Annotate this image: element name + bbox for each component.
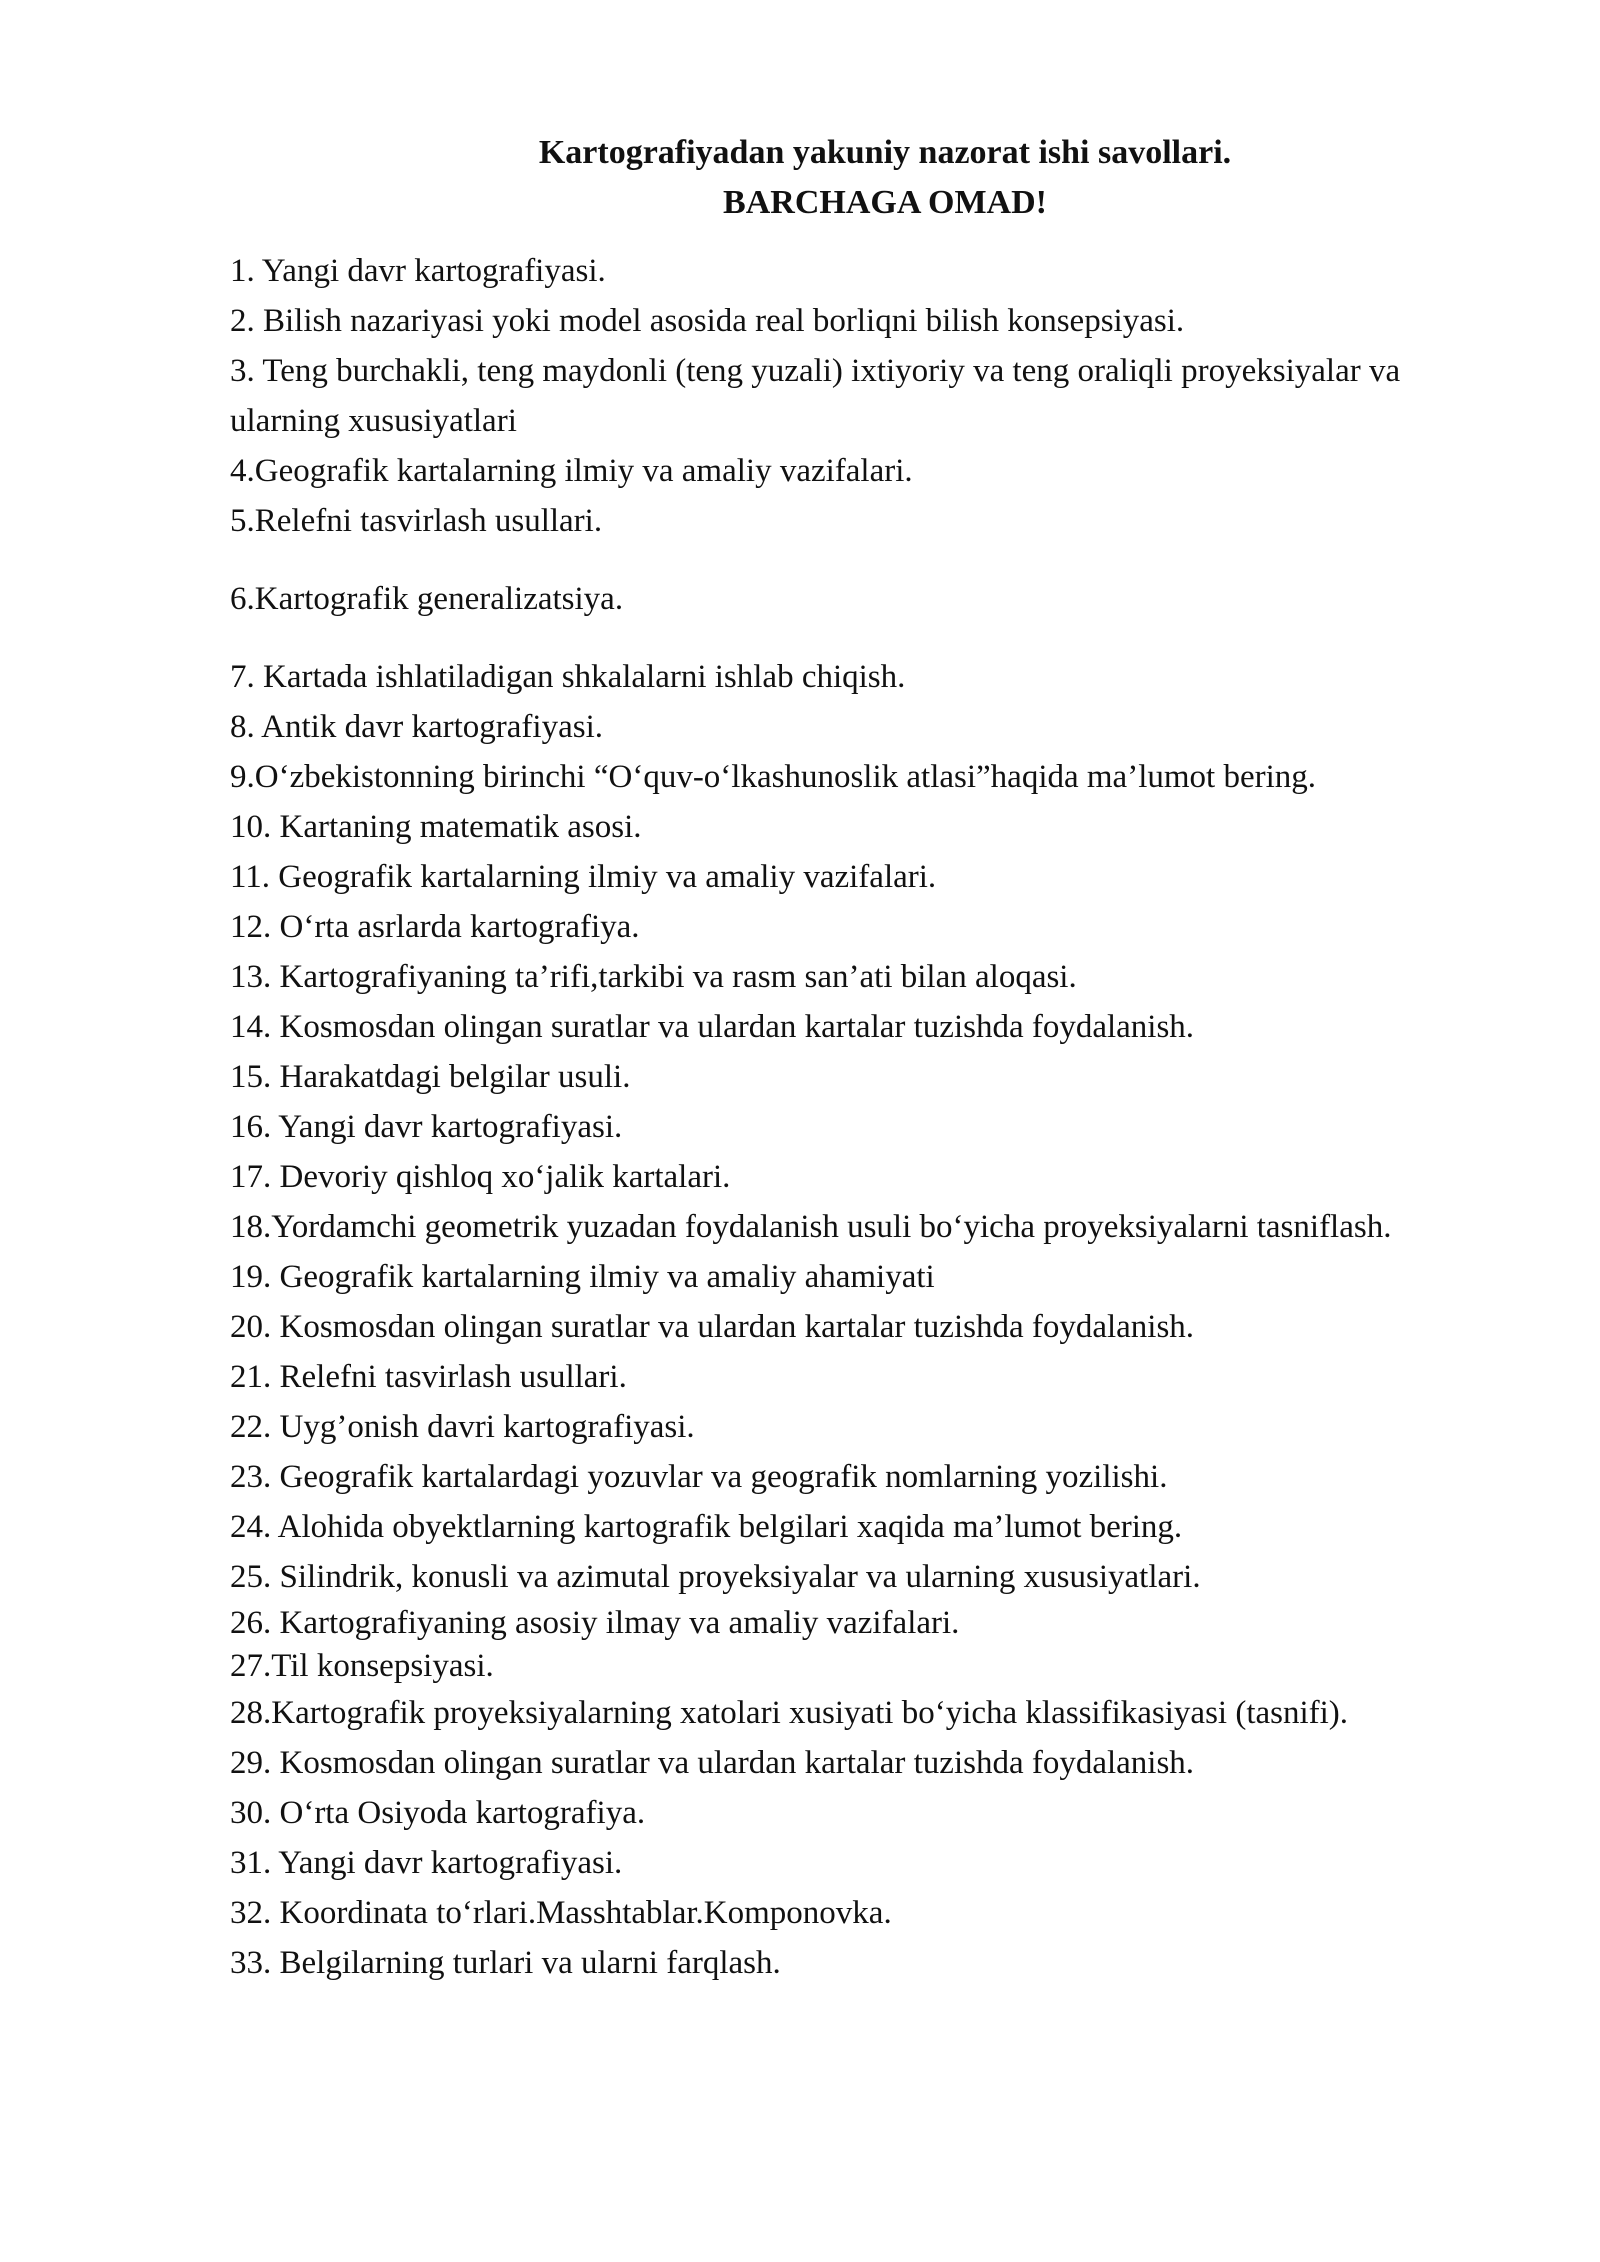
question-item: 4.Geografik kartalarning ilmiy va amaliy vazifalari. bbox=[230, 453, 913, 489]
question-item: 32. Koordinata to‘rlari.Masshtablar.Komponovka. bbox=[230, 1895, 892, 1931]
question-item: 31. Yangi davr kartografiyasi. bbox=[230, 1845, 623, 1881]
question-item: 10. Kartaning matematik asosi. bbox=[230, 809, 642, 845]
question-item: 12. O‘rta asrlarda kartografiya. bbox=[230, 909, 640, 945]
question-item: 16. Yangi davr kartografiyasi. bbox=[230, 1109, 623, 1145]
question-item: 5.Relefni tasvirlash usullari. bbox=[230, 503, 603, 539]
document-page bbox=[230, 128, 1495, 1988]
question-item: 24. Alohida obyektlarning kartografik belgilari xaqida ma’lumot bering. bbox=[230, 1509, 1183, 1545]
question-item: 1. Yangi davr kartografiyasi. bbox=[230, 253, 606, 289]
question-item: 19. Geografik kartalarning ilmiy va amaliy ahamiyati bbox=[230, 1259, 935, 1295]
question-item: 15. Harakatdagi belgilar usuli. bbox=[230, 1059, 631, 1095]
question-item: 25. Silindrik, konusli va azimutal proyeksiyalar va ularning xususiyatlari. bbox=[230, 1559, 1201, 1595]
question-item: 7. Kartada ishlatiladigan shkalalarni ishlab chiqish. bbox=[230, 659, 906, 695]
question-item: 23. Geografik kartalardagi yozuvlar va geografik nomlarning yozilishi. bbox=[230, 1459, 1168, 1495]
question-item: 14. Kosmosdan olingan suratlar va ulardan kartalar tuzishda foydalanish. bbox=[230, 1009, 1195, 1045]
question-item: 20. Kosmosdan olingan suratlar va ulardan kartalar tuzishda foydalanish. bbox=[230, 1309, 1195, 1345]
question-item: 27.Til konsepsiyasi. bbox=[230, 1648, 494, 1684]
question-item: 8. Antik davr kartografiyasi. bbox=[230, 709, 603, 745]
question-item: 11. Geografik kartalarning ilmiy va amaliy vazifalari. bbox=[230, 859, 937, 895]
question-item: 3. Teng burchakli, teng maydonli (teng yuzali) ixtiyoriy va teng oraliqli proyeksiyalar va ularning xususiyatlari bbox=[230, 353, 1401, 439]
question-item: 9.O‘zbekistonning birinchi “O‘quv-o‘lkashunoslik atlasi”haqida ma’lumot bering. bbox=[230, 759, 1317, 795]
question-item: 33. Belgilarning turlari va ularni farqlash. bbox=[230, 1945, 781, 1981]
question-item: 26. Kartografiyaning asosiy ilmay va amaliy vazifalari. bbox=[230, 1605, 960, 1641]
question-item: 21. Relefni tasvirlash usullari. bbox=[230, 1359, 627, 1395]
question-item: 6.Kartografik generalizatsiya. bbox=[230, 581, 624, 617]
question-item: 13. Kartografiyaning ta’rifi,tarkibi va rasm san’ati bilan aloqasi. bbox=[230, 959, 1077, 995]
question-item: 22. Uyg’onish davri kartografiyasi. bbox=[230, 1409, 695, 1445]
document-subtitle: BARCHAGA OMAD! bbox=[723, 184, 1047, 221]
question-item: 17. Devoriy qishloq xo‘jalik kartalari. bbox=[230, 1159, 731, 1195]
question-item: 2. Bilish nazariyasi yoki model asosida real borliqni bilish konsepsiyasi. bbox=[230, 303, 1185, 339]
document-title: Kartografiyadan yakuniy nazorat ishi savollari. bbox=[538, 134, 1232, 171]
question-list bbox=[230, 246, 1495, 1988]
question-item: 18.Yordamchi geometrik yuzadan foydalanish usuli bo‘yicha proyeksiyalarni tasniflash. bbox=[230, 1209, 1392, 1245]
question-item: 29. Kosmosdan olingan suratlar va ulardan kartalar tuzishda foydalanish. bbox=[230, 1745, 1195, 1781]
question-item: 30. O‘rta Osiyoda kartografiya. bbox=[230, 1795, 646, 1831]
question-item: 28.Kartografik proyeksiyalarning xatolari xusiyati bo‘yicha klassifikasiyasi (tasnifi). bbox=[230, 1695, 1349, 1731]
